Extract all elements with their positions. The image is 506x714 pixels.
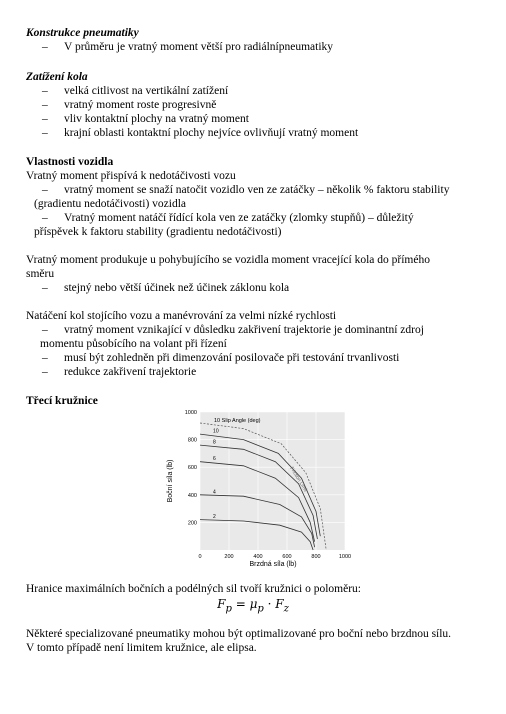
formula-mu: μ — [249, 597, 258, 611]
list-item-text: vratný moment roste progresivně — [64, 99, 217, 111]
section-zatizeni — [26, 70, 486, 140]
dash: – — [42, 352, 48, 364]
formula — [0, 597, 506, 616]
list-item-line: momentu působícího na volant při řízení — [40, 338, 227, 350]
list-item-text: V průměru je vratný moment větší pro radiálnípneumatiky — [64, 41, 334, 53]
section-pohyb — [26, 253, 486, 295]
paragraph: Hranice maximálních bočních a podélných sil tvoří kružnici o poloměru: — [26, 583, 361, 595]
dash: – — [42, 324, 48, 336]
x-tick-label: 1000 — [338, 554, 352, 560]
dash: – — [42, 184, 48, 196]
paragraph-line: Vratný moment produkuje u pohybujícího se vozidla moment vracející kola do přímého — [26, 254, 430, 266]
section-heading: Vlastnosti vozidla — [26, 156, 114, 168]
list-item-text: vliv kontaktní plochy na vratný moment — [64, 113, 249, 125]
series-label: 4 — [213, 489, 216, 496]
list-item — [26, 183, 486, 211]
list-item — [26, 211, 486, 239]
y-axis-label: Boční síla (lb) — [167, 459, 174, 503]
list-item-text: velká citlivost na vertikální zatížení — [64, 85, 229, 97]
list-item — [26, 40, 486, 54]
list-item — [26, 112, 486, 126]
dash: – — [42, 41, 48, 53]
paragraph-line: Některé specializované pneumatiky mohou být optimalizované pro boční nebo brzdnou sílu. — [26, 628, 452, 640]
list-item — [26, 365, 486, 379]
dash: – — [42, 282, 48, 294]
formula-F2: F — [275, 597, 284, 611]
list-item-text: redukce zakřivení trajektorie — [64, 366, 197, 378]
section-treci — [26, 394, 486, 408]
section-heading: Zatížení kola — [26, 71, 88, 83]
y-tick-label: 800 — [187, 437, 197, 444]
x-tick-label: 400 — [253, 554, 263, 560]
list-item — [26, 351, 486, 365]
x-axis-label: Brzdná síla (lb) — [249, 561, 297, 568]
list-item-line: vratný moment se snaží natočit vozidlo ven ze zatáčky – několik % faktoru stability — [64, 184, 450, 196]
dash: – — [42, 85, 48, 97]
formula-sub-p: p — [225, 603, 232, 615]
list-item-text: musí být zohledněn při dimenzování posilovače při testování trvanlivosti — [64, 352, 400, 364]
dash: – — [42, 366, 48, 378]
list-item-line: (gradientu nedotáčivosti) vozidla — [34, 198, 187, 210]
list-item-text: stejný nebo větší účinek než účinek záklonu kola — [64, 282, 290, 294]
paragraph: Vratný moment přispívá k nedotáčivosti vozu — [26, 170, 236, 182]
y-tick-label: 600 — [187, 465, 197, 472]
list-item — [26, 84, 486, 98]
formula-sub-p2: p — [257, 603, 264, 615]
section-specialni — [26, 627, 486, 655]
list-item-line: příspěvek k faktoru stability (gradientu nedotáčivosti) — [34, 226, 282, 238]
dash: – — [42, 127, 48, 139]
formula-sub-z: z — [283, 603, 289, 615]
paragraph-line: směru — [26, 268, 55, 280]
list-item-line: Vratný moment natáčí řídící kola ven ze zatáčky (zlomky stupňů) – důležitý — [64, 212, 414, 224]
list-item — [26, 323, 486, 351]
formula-dot: · — [263, 597, 276, 611]
dash: – — [42, 212, 48, 224]
series-label: 2 — [213, 514, 216, 521]
section-heading: Třecí kružnice — [26, 395, 98, 407]
section-hranice — [26, 582, 486, 596]
friction-circle-chart — [160, 408, 360, 570]
chart-annotation: 10 Slip Angle (deg) — [214, 418, 261, 424]
series-label: 6 — [213, 456, 216, 463]
formula-F: F — [217, 597, 226, 611]
paragraph-line: V tomto případě není limitem kružnice, ale elipsa. — [26, 642, 257, 654]
section-konstrukce — [26, 26, 486, 54]
series-label: 8 — [213, 439, 216, 446]
x-tick-label: 0 — [198, 554, 202, 560]
series-label: 10 — [213, 428, 219, 435]
dash: – — [42, 113, 48, 125]
x-tick-label: 200 — [224, 554, 234, 560]
x-tick-label: 800 — [311, 554, 321, 560]
y-tick-label: 1000 — [184, 410, 197, 416]
list-item — [26, 281, 486, 295]
list-item-line: vratný moment vznikající v důsledku zakřivení trajektorie je dominantní zdroj — [64, 324, 424, 336]
section-vlastnosti — [26, 155, 486, 239]
section-stojici — [26, 309, 486, 379]
y-tick-label: 200 — [187, 520, 197, 527]
list-item-text: krajní oblasti kontaktní plochy nejvíce ovlivňují vratný moment — [64, 127, 359, 139]
x-tick-label: 600 — [282, 554, 292, 560]
section-heading: Konstrukce pneumatiky — [26, 27, 139, 39]
paragraph: Natáčení kol stojícího vozu a manévrování za velmi nízké rychlosti — [26, 310, 337, 322]
list-item — [26, 98, 486, 112]
list-item — [26, 126, 486, 140]
formula-eq: = — [231, 597, 250, 611]
envelope-label: Friction Limit — [288, 465, 309, 494]
y-tick-label: 400 — [187, 492, 197, 499]
dash: – — [42, 99, 48, 111]
